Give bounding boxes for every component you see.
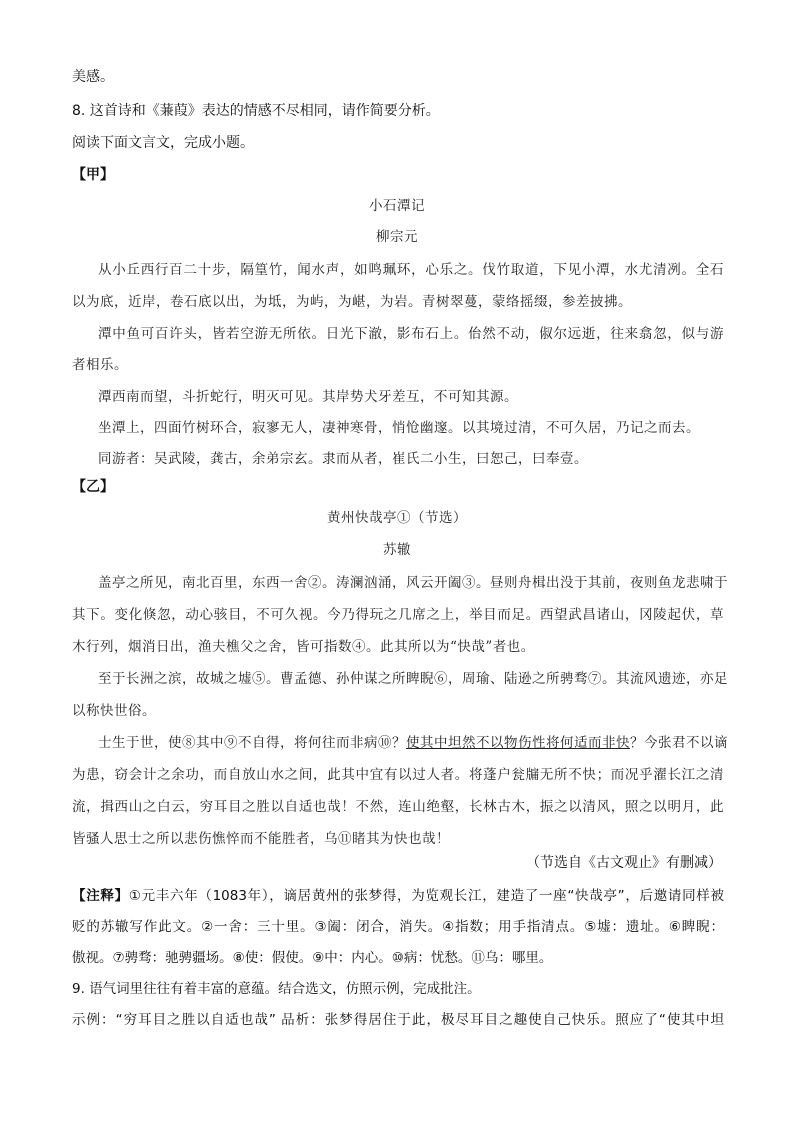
section-jia-label: 【甲】 [72,167,114,183]
notes-label: 【注释】 [72,888,129,904]
jia-line: 同游者：吴武陵，龚古，余弟宗玄。隶而从者，崔氏二小生，曰恕己，曰奉壹。 [98,451,588,467]
jia-title: 小石潭记 [369,198,425,214]
yi-title: 黄州快哉亭①（节选） [327,510,467,526]
yi-line: 皆骚人思士之所以悲伤憔悴而不能胜者，乌⑪睹其为快也哉！ [72,831,450,847]
prev-answer-tail: 美感。 [72,69,114,85]
yi-line: 以称快世俗。 [72,703,156,719]
yi-source: （节选自《古文观止》有删减） [526,855,722,871]
jia-line: 以为底，近岸，卷石底以出，为坻，为屿，为嵁，为岩。青树翠蔓，蒙络摇缀，参差披拂。 [72,294,632,310]
yi-paragraph-3 [98,731,728,751]
jia-line: 潭中鱼可百许头，皆若空游无所依。日光下澈，影布石上。佁然不动，俶尔远逝，往来翕忽，似与游 [98,326,724,342]
yi-line: 为患，窃会计之余功，而自放山水之间，此其中宜有以过人者。将蓬户瓮牖无所不快；而况乎濯长江之清 [72,767,724,783]
yi-author: 苏辙 [383,542,411,558]
yi-line: 流，揖西山之白云，穷耳目之胜以自适也哉！不然，连山绝壑，长林古木，振之以清风，照之以明月，此 [72,799,724,815]
jia-author: 柳宗元 [376,229,418,245]
jia-line: 潭西南而望，斗折蛇行，明灭可见。其岸势犬牙差互，不可知其源。 [98,389,518,405]
yi-p3-before: 士生于世，使⑧其中⑨不自得，将何往而非病⑩？ [98,735,406,751]
notes-line-3: 傲视。⑦骋骛：驰骋疆场。⑧使：假使。⑨中：内心。⑩病：忧愁。⑪乌：哪里。 [72,950,553,966]
question-8: 8. 这首诗和《蒹葭》表达的情感不尽相同，请作简要分析。 [72,103,440,119]
jia-line: 坐潭上，四面竹树环合，寂寥无人，凄神寒骨，悄怆幽邃。以其境过清，不可久居，乃记之而去。 [98,420,700,436]
notes-line-1: 【注释】①元丰六年（1083年），谪居黄州的张梦得，为览观长江，建造了一座“快哉亭”，后邀请同样被 [72,888,725,904]
yi-line: 木行列，烟消日出，渔夫樵父之舍，皆可指数④。此其所以为“快哉”者也。 [72,639,535,655]
yi-line: 至于长洲之滨，故城之墟⑤。曹孟德、孙仲谋之所睥睨⑥，周瑜、陆逊之所骋骛⑦。其流风遗迹，亦足 [98,671,728,687]
jia-line: 者相乐。 [72,357,128,373]
reading-instruction: 阅读下面文言文，完成小题。 [72,135,254,151]
notes-line-2: 贬的苏辙写作此文。②一舍：三十里。③阖：闭合，消失。④指数；用手指清点。⑤墟：遗址。⑥睥睨： [72,919,724,935]
question-9-example: 示例：“穷耳目之胜以自适也哉” 品析：张梦得居住于此，极尽耳目之趣使自己快乐。照应了“使其中坦 [72,1012,724,1028]
yi-p3-after: ？今张君不以谪 [630,735,728,751]
yi-line: 其下。变化倏忽，动心骇目，不可久视。今乃得玩之几席之上，举目而足。西望武昌诸山，冈陵起伏，草 [72,607,724,623]
yi-underlined-sentence: 使其中坦然不以物伤性将何适而非快 [406,735,630,751]
jia-line: 从小丘西行百二十步，隔篁竹，闻水声，如鸣珮环，心乐之。伐竹取道，下见小潭，水尤清冽。全石 [98,262,724,278]
yi-line: 盖亭之所见，南北百里，东西一舍②。涛澜汹涌，风云开阖③。昼则舟楫出没于其前，夜则鱼龙悲啸于 [98,575,728,591]
question-9: 9. 语气词里往往有着丰富的意蕴。结合选文，仿照示例，完成批注。 [72,981,481,997]
section-yi-label: 【乙】 [72,479,114,495]
